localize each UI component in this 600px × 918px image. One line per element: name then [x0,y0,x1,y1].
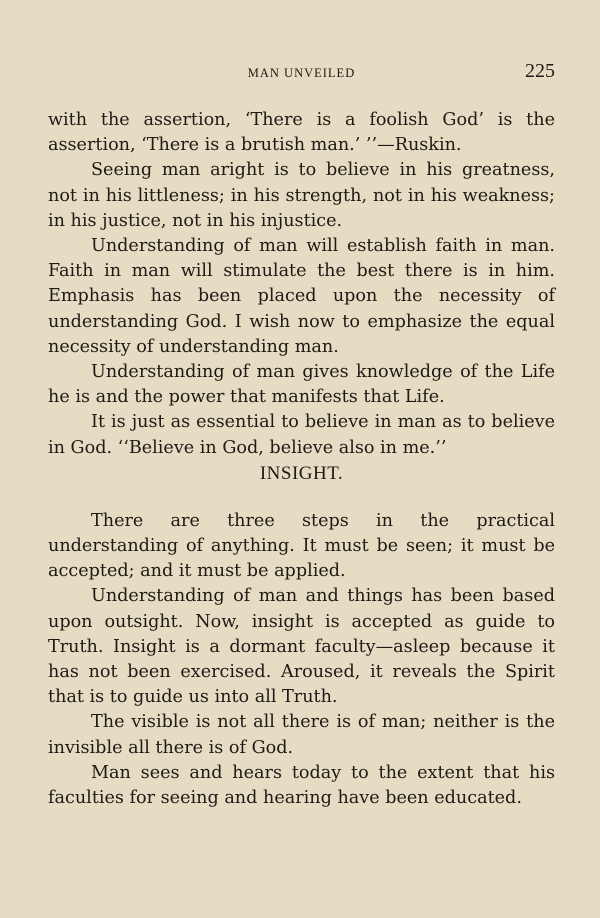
section-heading: INSIGHT. [259,462,344,484]
paragraph: Man sees and hears today to the extent that his faculties for seeing and hearing have been educated. [48,762,555,809]
paragraph: Seeing man aright is to believe in his greatness, not in his littleness; in his strength, not in his weakness; in his justice, not in his injustice. [48,160,555,231]
paragraph: Understanding of man and things has been based upon outsight. Now, insight is accepted as guide to Truth. Insight is a dormant faculty—asleep because it has not been exercised. Aroused, it reveals the Spirit that is to guide us into all Truth. [48,586,555,708]
paragraph: The visible is not all there is of man; neither is the invisible all there is of God. [48,712,555,758]
page-number: 225 [525,60,555,82]
paragraph: Understanding of man gives knowledge of the Life he is and the power that manifests that Life. [48,362,555,408]
body-text [48,108,555,811]
paragraph-continuation: with the assertion, ‘There is a foolish God’ is the assertion, ‘There is a brutish man.’ ’’—Ruskin. [48,110,555,156]
paragraph: It is just as essential to believe in man as to believe in God. ‘‘Believe in God, believe also in me.’’ [48,412,555,458]
running-head [48,60,555,86]
paragraph: Understanding of man will establish faith in man. Faith in man will stimulate the best there is in him. Emphasis has been placed upon the necessity of understanding God. I wish now to emphasize the equal necessity of understanding man. [48,236,555,357]
paragraph: There are three steps in the practical understanding of anything. It must be seen; it must be accepted; and it must be applied. [48,510,555,582]
running-title: MAN UNVEILED [247,66,356,80]
